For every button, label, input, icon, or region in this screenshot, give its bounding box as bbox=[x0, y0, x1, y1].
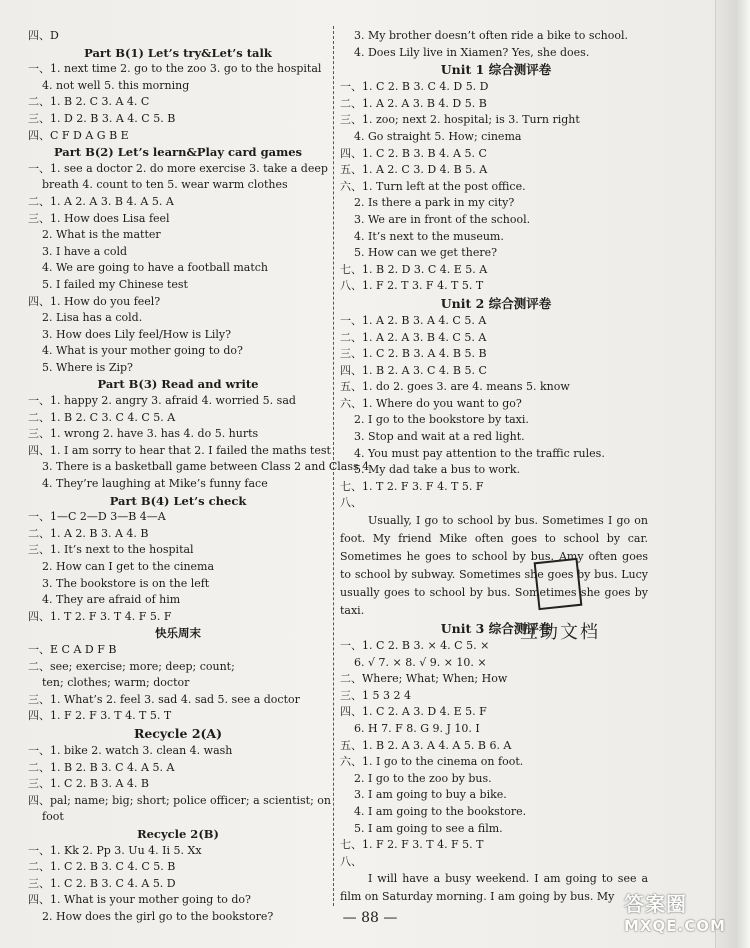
answer-line: 5. My dad take a bus to work. bbox=[354, 463, 521, 477]
answer-line: 一、1. next time 2. go to the zoo 3. go to the hospital bbox=[28, 62, 322, 76]
right-column-mid bbox=[340, 620, 652, 870]
watermark-url: MXQE.COM bbox=[624, 917, 726, 935]
answer-line: 一、1. bike 2. watch 3. clean 4. wash bbox=[28, 743, 233, 757]
answer-line: 四、1. C 2. B 3. B 4. A 5. C bbox=[340, 146, 487, 160]
answer-line: 四、1. F 2. F 3. T 4. T 5. T bbox=[28, 709, 172, 723]
section-heading: Part B(4) Let’s check bbox=[109, 493, 247, 508]
answer-line: 二、see; exercise; more; deep; count; bbox=[28, 659, 235, 673]
answer-line: 3. The bookstore is on the left bbox=[42, 576, 210, 590]
answer-line: 四、1. How do you feel? bbox=[28, 294, 161, 308]
answer-line: breath 4. count to ten 5. wear warm clothes bbox=[42, 178, 288, 192]
section-heading: Unit 3 综合测评卷 bbox=[440, 621, 552, 637]
answer-line: 4. Does Lily live in Xiamen? Yes, she does. bbox=[354, 45, 590, 59]
answer-line: 二、Where; What; When; How bbox=[340, 672, 508, 686]
section-heading: Recycle 2(B) bbox=[137, 826, 219, 841]
answer-line: 四、1. T 2. F 3. T 4. F 5. F bbox=[28, 609, 172, 623]
answer-line: 一、1—C 2—D 3—B 4—A bbox=[28, 510, 166, 524]
section-heading: Unit 1 综合测评卷 bbox=[440, 62, 552, 78]
watermark-logo bbox=[624, 888, 734, 940]
answer-line: 3. Stop and wait at a red light. bbox=[354, 430, 525, 444]
answer-line: 5. I am going to see a film. bbox=[354, 821, 503, 835]
answer-line: 二、1. B 2. B 3. C 4. A 5. A bbox=[28, 760, 175, 774]
answer-line: 4. It’s next to the museum. bbox=[354, 229, 504, 243]
answer-line: 一、1. Kk 2. Pp 3. Uu 4. Ii 5. Xx bbox=[28, 843, 202, 857]
answer-line: 三、1. How does Lisa feel bbox=[28, 211, 170, 225]
reading-passage-2: I will have a busy weekend. I am going to see a film on Saturday morning. I am going by bus. My bbox=[340, 872, 648, 904]
answer-line: 3. How does Lily feel/How is Lily? bbox=[42, 327, 232, 341]
section-heading: Recycle 2(A) bbox=[133, 725, 223, 741]
answer-line: 三、1. C 2. B 3. A 4. B 5. B bbox=[340, 347, 487, 361]
answer-line: 3. My brother doesn’t often ride a bike to school. bbox=[354, 29, 628, 42]
answer-line: 4. What is your mother going to do? bbox=[42, 344, 243, 358]
answer-line: 5. How can we get there? bbox=[354, 246, 497, 260]
answer-line: 六、1. Where do you want to go? bbox=[340, 396, 522, 410]
answer-line: 2. What is the matter bbox=[42, 228, 161, 242]
answer-line: 二、1. A 2. A 3. B 4. D 5. B bbox=[340, 96, 487, 110]
answer-line: 五、1. do 2. goes 3. are 4. means 5. know bbox=[340, 380, 570, 394]
answer-line: 2. How can I get to the cinema bbox=[42, 560, 215, 573]
right-column-top bbox=[340, 28, 652, 512]
answer-line: 四、1. I am sorry to hear that 2. I failed the maths test bbox=[28, 443, 331, 457]
answer-line: 一、1. C 2. B 3. C 4. D 5. D bbox=[340, 80, 489, 94]
answer-line: 4. We are going to have a football match bbox=[42, 261, 269, 275]
section-heading: Part B(1) Let’s try&Let’s talk bbox=[84, 45, 272, 60]
answer-line: 4. Go straight 5. How; cinema bbox=[354, 129, 522, 143]
answer-line: 七、1. B 2. D 3. C 4. E 5. A bbox=[340, 262, 488, 276]
answer-line: 四、C F D A G B E bbox=[28, 128, 129, 142]
answer-line: 2. I go to the zoo by bus. bbox=[354, 771, 492, 785]
reading-passage-1: Usually, I go to school by bus. Sometimes I go on foot. My friend Mike often goes to school by car. Sometimes he goes to school by bus. Amy often goes to school by subway. Sometimes she goes by bus. Lucy usually goes to school by bus. Sometimes she goes by taxi. bbox=[340, 514, 648, 618]
answer-line: 四、D bbox=[28, 29, 59, 42]
answer-line: 七、1. T 2. F 3. F 4. T 5. F bbox=[340, 479, 484, 493]
answer-line: 4. I am going to the bookstore. bbox=[354, 804, 527, 818]
answer-line: 2. How does the girl go to the bookstore? bbox=[42, 909, 274, 923]
section-heading: Unit 2 综合测评卷 bbox=[440, 295, 552, 311]
page-edge bbox=[715, 0, 750, 948]
answer-line: 6. √ 7. × 8. √ 9. × 10. × bbox=[354, 655, 487, 669]
answer-line: 6. H 7. F 8. G 9. J 10. I bbox=[354, 722, 480, 735]
answer-line: 二、1. B 2. C 3. C 4. C 5. A bbox=[28, 410, 176, 424]
answer-line: 七、1. F 2. F 3. T 4. F 5. T bbox=[340, 838, 484, 852]
answer-line: 5. Where is Zip? bbox=[42, 360, 133, 374]
answer-line: 六、1. I go to the cinema on foot. bbox=[340, 755, 524, 769]
answer-line: 二、1. A 2. B 3. A 4. B bbox=[28, 526, 149, 540]
answer-line: 4. They are afraid of him bbox=[42, 593, 181, 607]
answer-line: 4. They’re laughing at Mike’s funny face bbox=[42, 477, 268, 491]
answer-line: foot bbox=[42, 810, 64, 824]
answer-line: 一、E C A D F B bbox=[28, 642, 117, 656]
answer-line: 五、1. B 2. A 3. A 4. A 5. B 6. A bbox=[340, 738, 512, 752]
answer-line: 三、1. wrong 2. have 3. has 4. do 5. hurts bbox=[28, 427, 259, 441]
answer-line: 五、1. A 2. C 3. D 4. B 5. A bbox=[340, 163, 488, 177]
answer-line: 2. Lisa has a cold. bbox=[42, 311, 143, 325]
answer-line: 一、1. see a doctor 2. do more exercise 3. take a deep bbox=[28, 161, 328, 175]
answer-line: 3. There is a basketball game between Class 2 and Class 4 bbox=[42, 460, 370, 474]
stamp-text: 互助文档 bbox=[520, 622, 600, 643]
answer-line: 一、1. A 2. B 3. A 4. C 5. A bbox=[340, 313, 487, 327]
answer-line: 二、1. B 2. C 3. A 4. C bbox=[28, 95, 150, 109]
answer-line: 二、1. C 2. B 3. C 4. C 5. B bbox=[28, 860, 176, 874]
watermark-title: 答案圈 bbox=[624, 892, 687, 916]
answer-line: 八、1. F 2. T 3. F 4. T 5. T bbox=[340, 279, 484, 293]
answer-line: 三、1. It’s next to the hospital bbox=[28, 543, 194, 557]
answer-line: ten; clothes; warm; doctor bbox=[42, 676, 190, 690]
answer-line: 四、1. B 2. A 3. C 4. B 5. C bbox=[340, 363, 487, 377]
answer-line: 5. I failed my Chinese test bbox=[42, 277, 188, 291]
answer-line: 一、1. C 2. B 3. × 4. C 5. × bbox=[340, 639, 490, 653]
answer-line: 三、1. D 2. B 3. A 4. C 5. B bbox=[28, 111, 176, 125]
answer-line: 三、1. zoo; next 2. hospital; is 3. Turn right bbox=[340, 113, 580, 127]
right-column bbox=[340, 28, 652, 906]
section-heading: Part B(2) Let’s learn&Play card games bbox=[53, 145, 303, 160]
section-heading: 快乐周末 bbox=[155, 626, 201, 641]
answer-line: 八、 bbox=[340, 496, 362, 510]
answer-line: 四、1. C 2. A 3. D 4. E 5. F bbox=[340, 705, 487, 719]
answer-line: 三、1. C 2. B 3. C 4. A 5. D bbox=[28, 876, 176, 890]
left-column bbox=[28, 28, 370, 925]
answer-line: 3. I have a cold bbox=[42, 244, 128, 258]
answer-line: 3. We are in front of the school. bbox=[354, 212, 531, 226]
answer-line: 2. Is there a park in my city? bbox=[354, 196, 515, 210]
answer-line: 四、pal; name; big; short; police officer; a scientist; on bbox=[28, 793, 331, 807]
answer-line: 4. You must pay attention to the traffic rules. bbox=[354, 446, 605, 460]
answer-line: 六、1. Turn left at the post office. bbox=[340, 179, 526, 193]
answer-line: 二、1. A 2. A 3. B 4. A 5. A bbox=[28, 194, 174, 208]
page-number: — 88 — bbox=[342, 910, 398, 926]
answer-line: 一、1. happy 2. angry 3. afraid 4. worried 5. sad bbox=[28, 394, 296, 408]
answer-line: 四、1. What is your mother going to do? bbox=[28, 893, 251, 907]
answer-line: 2. I go to the bookstore by taxi. bbox=[354, 413, 529, 427]
answer-line: 三、1. What’s 2. feel 3. sad 4. sad 5. see a doctor bbox=[28, 692, 300, 706]
stamp-box bbox=[534, 558, 583, 610]
answer-line: 4. not well 5. this morning bbox=[42, 78, 190, 92]
answer-line: 三、1. C 2. B 3. A 4. B bbox=[28, 777, 149, 791]
answer-line: 八、 bbox=[340, 854, 362, 868]
section-heading: Part B(3) Read and write bbox=[97, 377, 259, 392]
answer-line: 二、1. A 2. A 3. B 4. C 5. A bbox=[340, 330, 487, 344]
answer-line: 3. I am going to buy a bike. bbox=[354, 788, 507, 802]
answer-line: 三、1 5 3 2 4 bbox=[340, 688, 411, 702]
